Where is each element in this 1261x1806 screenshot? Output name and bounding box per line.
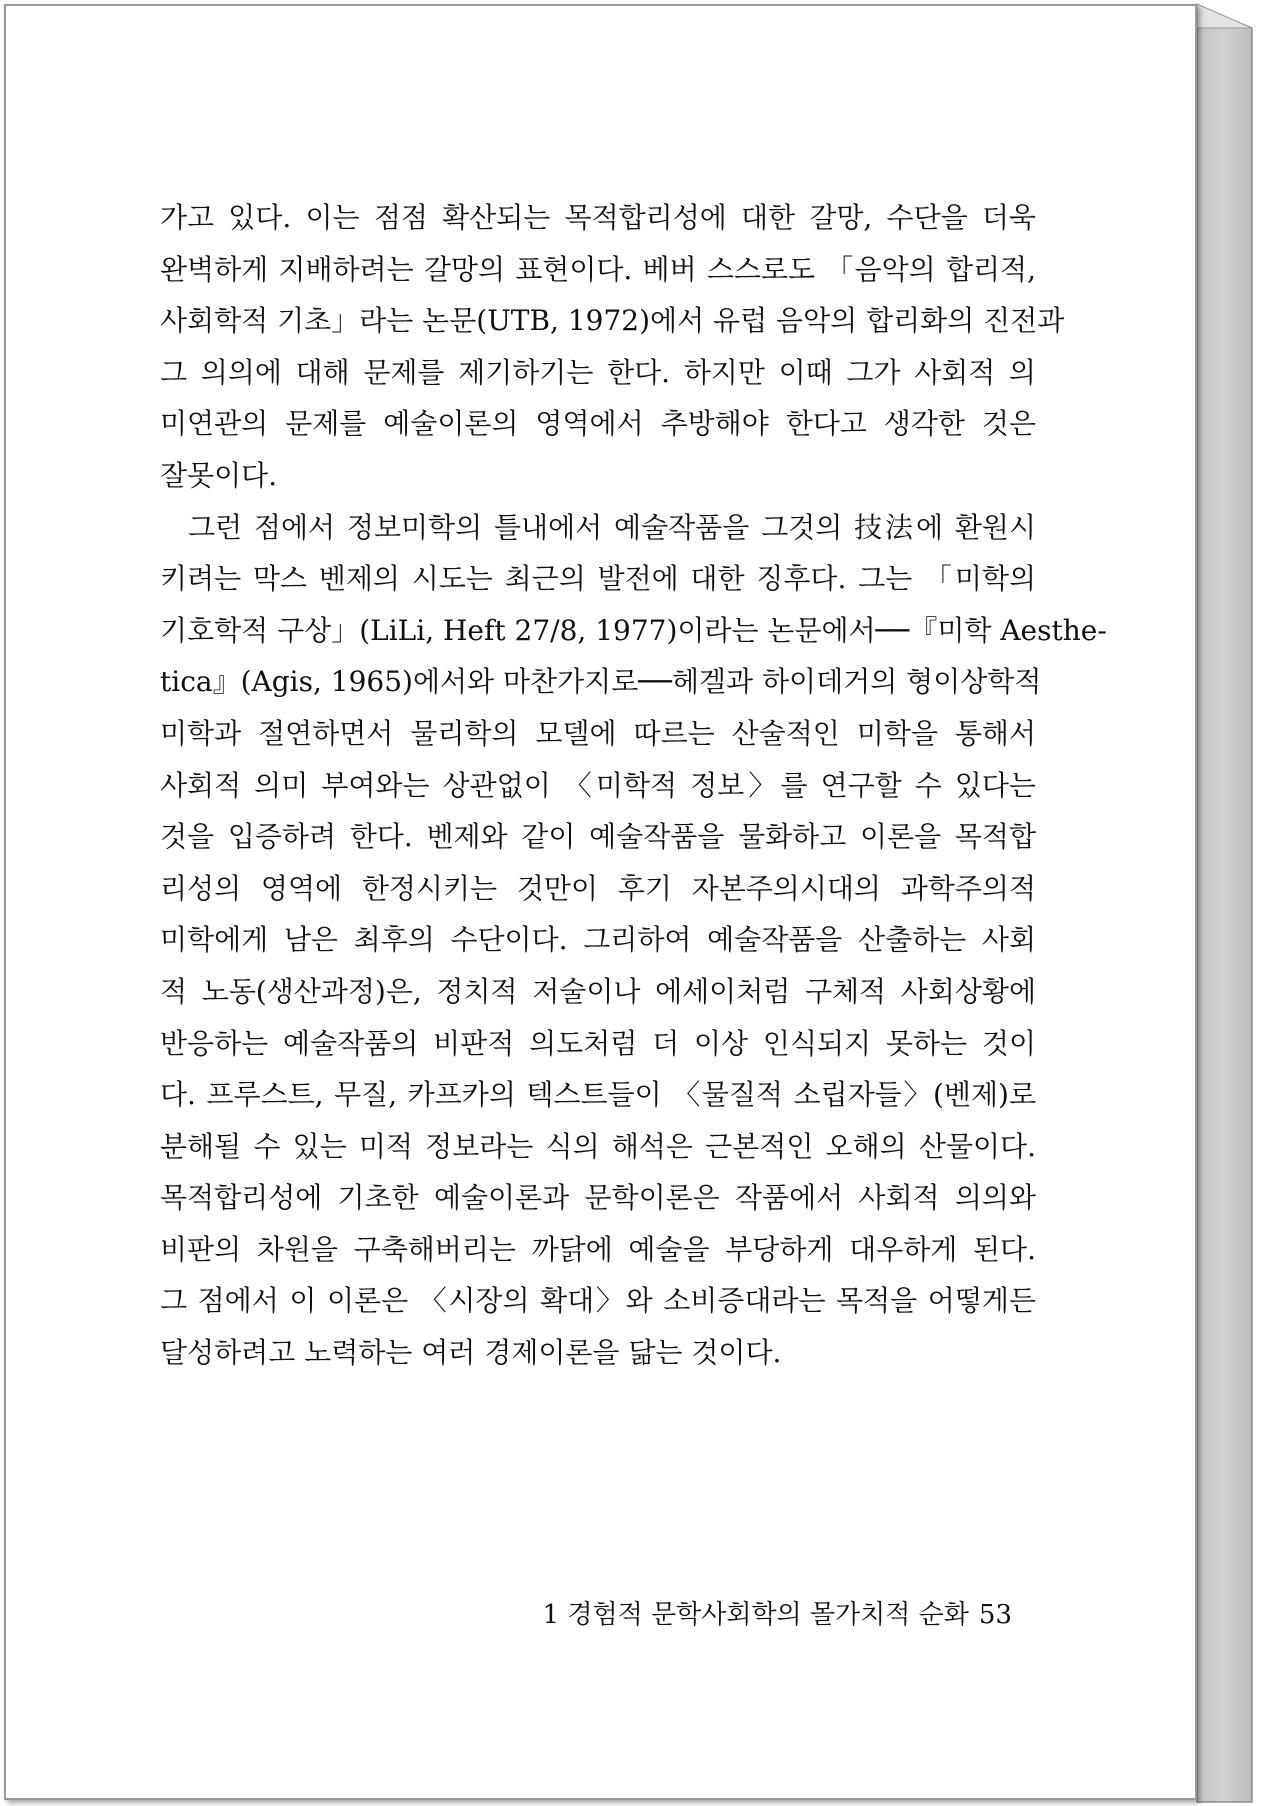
- running-footer: [160, 1594, 1012, 1631]
- text-line: 기호학적 구상」(LiLi, Heft 27/8, 1977)이라는 논문에서──『미학 Aesthe-: [160, 613, 1107, 647]
- text-line: 미학과 절연하면서 물리학의 모델에 따르는 산술적인 미학을 통해서: [160, 716, 1036, 750]
- text-line: 잘못이다.: [160, 458, 278, 492]
- text-line: 완벽하게 지배하려는 갈망의 표현이다. 베버 스스로도 「음악의 합리적,: [160, 252, 1036, 286]
- text-line: 미학에게 남은 최후의 수단이다. 그리하여 예술작품을 산출하는 사회: [160, 923, 1036, 957]
- text-line: 키려는 막스 벤제의 시도는 최근의 발전에 대한 징후다. 그는 「미학의: [160, 562, 1036, 596]
- text-line: 달성하려고 노력하는 여러 경제이론을 닮는 것이다.: [160, 1336, 782, 1370]
- text-line: 가고 있다. 이는 점점 확산되는 목적합리성에 대한 갈망, 수단을 더욱: [160, 201, 1036, 234]
- chapter-title: 1 경험적 문학사회학의 몰가치적 순화: [542, 1600, 969, 1630]
- text-line: 것을 입증하려 한다. 벤제와 같이 예술작품을 물화하고 이론을 목적합: [160, 820, 1036, 854]
- page-number: 53: [978, 1600, 1012, 1630]
- text-line: 분해될 수 있는 미적 정보라는 식의 해석은 근본적인 오해의 산물이다.: [160, 1129, 1036, 1163]
- text-line: 목적합리성에 기초한 예술이론과 문학이론은 작품에서 사회적 의의와: [160, 1181, 1036, 1215]
- text-line: 그 점에서 이 이론은 〈시장의 확대〉와 소비증대라는 목적을 어떻게든: [160, 1284, 1036, 1318]
- body-text: [160, 192, 1107, 1379]
- text-line: 사회적 의미 부여와는 상관없이 〈미학적 정보〉를 연구할 수 있다는: [160, 768, 1036, 802]
- text-line: 적 노동(생산과정)은, 정치적 저술이나 에세이처럼 구체적 사회상황에: [160, 974, 1036, 1008]
- text-line: tica』(Agis, 1965)에서와 마찬가지로──헤겔과 하이데거의 형이상학적: [160, 665, 1042, 699]
- text-line: 비판의 차원을 구축해버리는 까닭에 예술을 부당하게 대우하게 된다.: [160, 1232, 1036, 1266]
- text-line: 사회학적 기초」라는 논문(UTB, 1972)에서 유럽 음악의 합리화의 진전과: [160, 304, 1065, 338]
- text-line: 다. 프루스트, 무질, 카프카의 텍스트들이 〈물질적 소립자들〉(벤제)로: [160, 1078, 1036, 1112]
- text-line: 리성의 영역에 한정시키는 것만이 후기 자본주의시대의 과학주의적: [160, 871, 1036, 905]
- text-line: 그런 점에서 정보미학의 틀내에서 예술작품을 그것의 技法에 환원시: [188, 510, 1036, 544]
- text-line: 미연관의 문제를 예술이론의 영역에서 추방해야 한다고 생각한 것은: [160, 407, 1036, 441]
- text-line: 반응하는 예술작품의 비판적 의도처럼 더 이상 인식되지 못하는 것이: [160, 1026, 1036, 1060]
- text-line: 그 의의에 대해 문제를 제기하기는 한다. 하지만 이때 그가 사회적 의: [160, 355, 1036, 389]
